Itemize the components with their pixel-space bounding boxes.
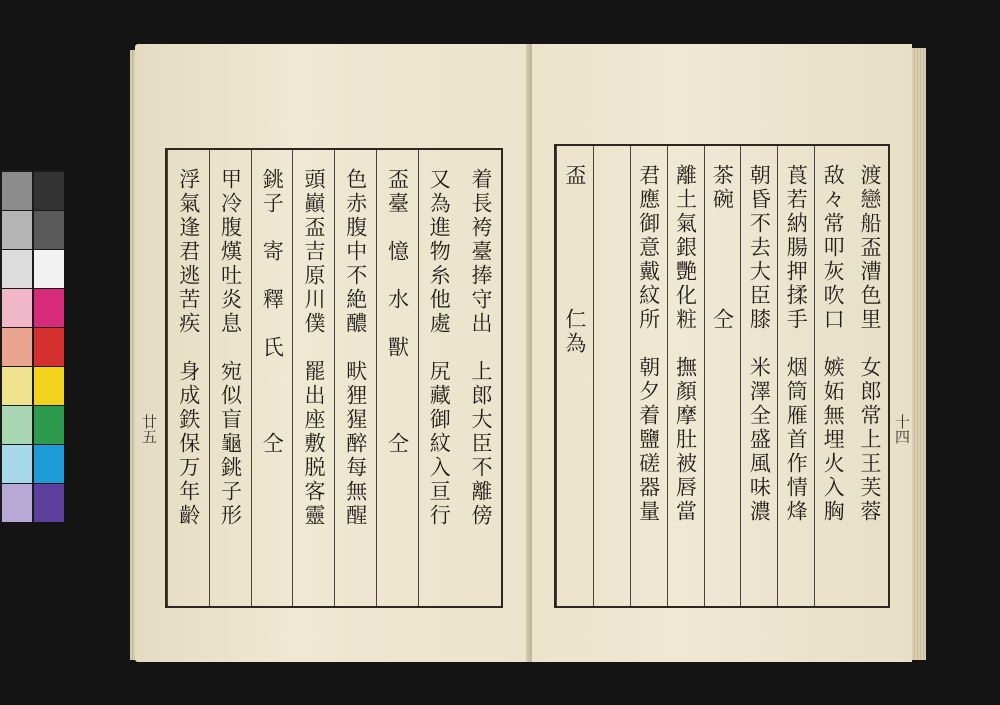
color-patch [34, 445, 64, 483]
left-text-frame [165, 148, 503, 608]
color-patch [2, 406, 32, 444]
text-column: 銚子 寄 釋 氏 仝 [251, 150, 293, 606]
text-column: 君應御意戴紋所 朝夕着鹽磋器量 [630, 146, 667, 606]
text-column: 敌々常叩灰吹口 嫉妬無埋火入胸 [814, 146, 851, 606]
color-patch [34, 250, 64, 288]
text-column: 盃臺 憶 水 獸 仝 [376, 150, 418, 606]
open-book [130, 44, 930, 666]
color-patch [2, 289, 32, 327]
left-page-number: 廿五 [140, 414, 158, 444]
color-patch [34, 289, 64, 327]
text-column: 甲冷腹熯吐炎息 宛似盲龜銚子形 [209, 150, 251, 606]
text-column: 渡戀船盃漕色里 女郎常上王芙蓉 [857, 164, 882, 524]
color-patch [34, 211, 64, 249]
text-column: 又為進物糸他處 尻藏御紋入亘行 [418, 150, 460, 606]
color-patch [2, 172, 32, 210]
right-text-frame [554, 144, 890, 608]
text-column: 莨若納腸押揉手 烟筒雁首作情烽 [777, 146, 814, 606]
color-patch [2, 211, 32, 249]
color-patch [2, 445, 32, 483]
color-patch [2, 250, 32, 288]
text-column [593, 146, 630, 606]
color-patch [2, 367, 32, 405]
text-column: 朝昏不去大臣膝 米澤全盛風味濃 [740, 146, 777, 606]
color-patch [2, 328, 32, 366]
left-page [135, 44, 530, 662]
color-patch [34, 484, 64, 522]
color-patch [34, 367, 64, 405]
text-column: 着長袴臺捧守出 上郎大臣不離傍 [469, 168, 493, 528]
color-calibration-card [0, 170, 64, 522]
color-patch [34, 328, 64, 366]
right-page-edges [912, 48, 926, 660]
right-page-number: 十四 [893, 414, 911, 444]
text-column: 茶碗 仝 [704, 146, 741, 606]
text-column: 盃 仁為 [556, 146, 593, 606]
text-column: 頭巓盃吉原川僕 罷出座敷脱客靈 [292, 150, 334, 606]
color-patch [34, 406, 64, 444]
text-column: 離土氣銀艷化粧 撫顏摩肚被唇當 [667, 146, 704, 606]
text-column: 浮氣逢君逃苦疾 身成鉄保万年齡 [167, 150, 209, 606]
right-page [532, 44, 912, 662]
color-patch [34, 172, 64, 210]
color-patch [2, 484, 32, 522]
text-column: 色赤腹中不絶醲 畎狸猩醉每無醒 [334, 150, 376, 606]
